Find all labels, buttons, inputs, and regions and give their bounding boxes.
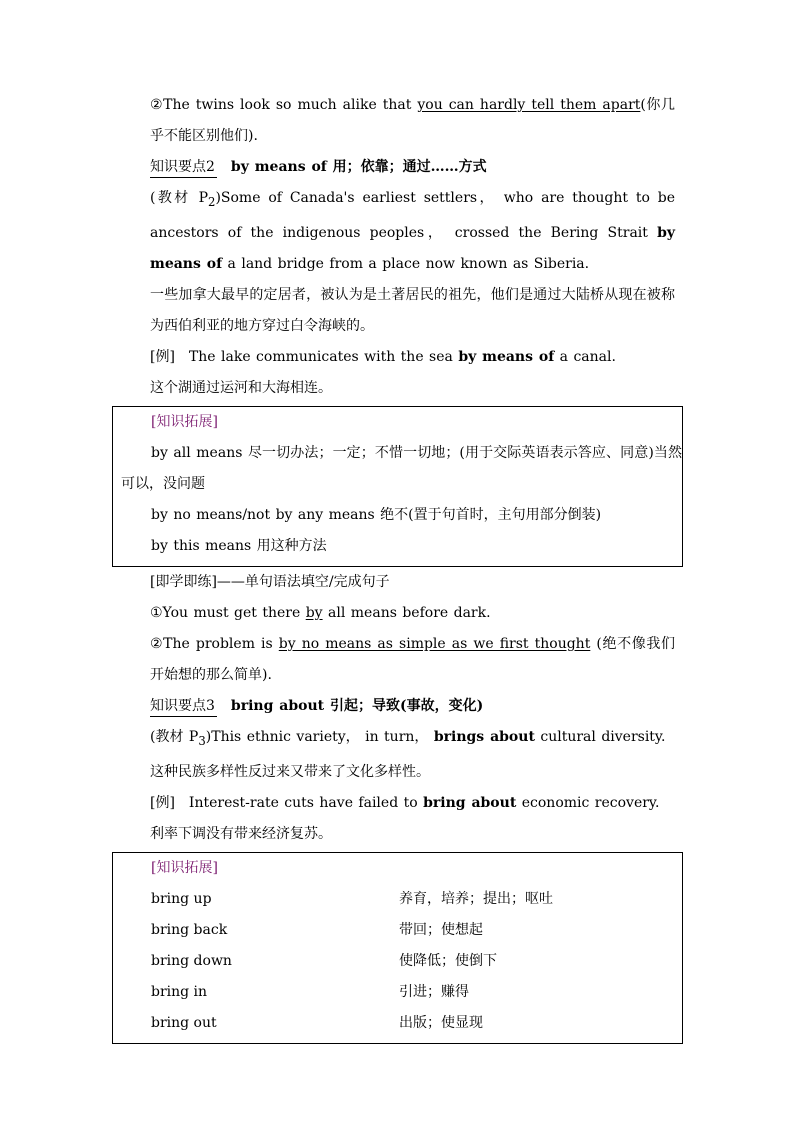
knowledge-extension-box-2 (112, 852, 683, 1044)
extension-item: by no means/not by any means 绝不(置于句首时，主句用部分倒装) (151, 506, 602, 523)
knowledge-point-label: 知识要点3 (150, 696, 217, 717)
textbook-translation-3: 这种民族多样性反过来又带来了文化多样性。 (150, 763, 430, 780)
textbook-sentence-3: (教材 $P_3)This$ ethnic variety， in turn， brings about cultural diversity. (150, 728, 666, 748)
phrase-row: bring down 使降低；使倒下 (151, 952, 497, 969)
answer-underline: you can hardly tell them apart (417, 97, 641, 113)
practice-item-2: ②The problem is by no means as simple as we first thought (绝不像我们开始想的那么简单). (150, 635, 675, 683)
example-2: [例] The lake communicates with the sea by means of a canal. (150, 348, 616, 365)
example-sentence-twins: ②The twins look so much alike that you can hardly tell them apart(你几乎不能区别他们). (150, 97, 675, 144)
extension-title: [知识拓展] (151, 413, 218, 430)
knowledge-point-3-heading: 知识要点3 bring about 引起；导致(事故，变化) (120, 691, 675, 722)
practice-heading: [即学即练]——单句语法填空/完成句子 (150, 573, 390, 590)
textbook-translation-2: 一些加拿大最早的定居者，被认为是土著居民的祖先，他们是通过大陆桥从现在被称为西伯利亚的地方穿过白令海峡的。 (150, 286, 675, 334)
example-translation-3: 利率下调没有带来经济复苏。 (150, 825, 332, 842)
phrase-row: bring up 养育，培养；提出；呕吐 (151, 890, 553, 907)
example-3: [例] Interest-rate cuts have failed to bring about economic recovery. (150, 794, 660, 811)
knowledge-extension-box-1 (112, 406, 683, 567)
phrase-row: bring out 出版；使显现 (151, 1014, 483, 1031)
extension-title: [知识拓展] (151, 859, 218, 876)
knowledge-point-2-heading: 知识要点2 by means of 用；依靠；通过……方式 (120, 152, 675, 183)
extension-item: by all means 尽一切办法；一定；不惜一切地；(用于交际英语表示答应、同意)当然可以，没问题 (121, 444, 682, 492)
answer-underline: by (305, 604, 323, 621)
document-page (120, 90, 682, 1044)
knowledge-point-label: 知识要点2 (150, 157, 217, 178)
textbook-sentence-2: (教材 $P_2)Some$ of Canada's earliest settlers， who are thought to be ancestors of the indigenous peoples， crossed the Bering Strait by means of a land bridge from a place now known as Siberia. (150, 190, 675, 272)
phrase-row: bring in 引进；赚得 (151, 983, 469, 1000)
example-translation-2: 这个湖通过运河和大海相连。 (150, 379, 332, 396)
answer-underline: by no means as simple as we first thought (278, 635, 591, 652)
practice-item-1: ①You must get there by all means before dark. (150, 604, 491, 621)
extension-item: by this means 用这种方法 (151, 537, 327, 554)
phrase-row: bring back 带回；使想起 (151, 921, 483, 938)
